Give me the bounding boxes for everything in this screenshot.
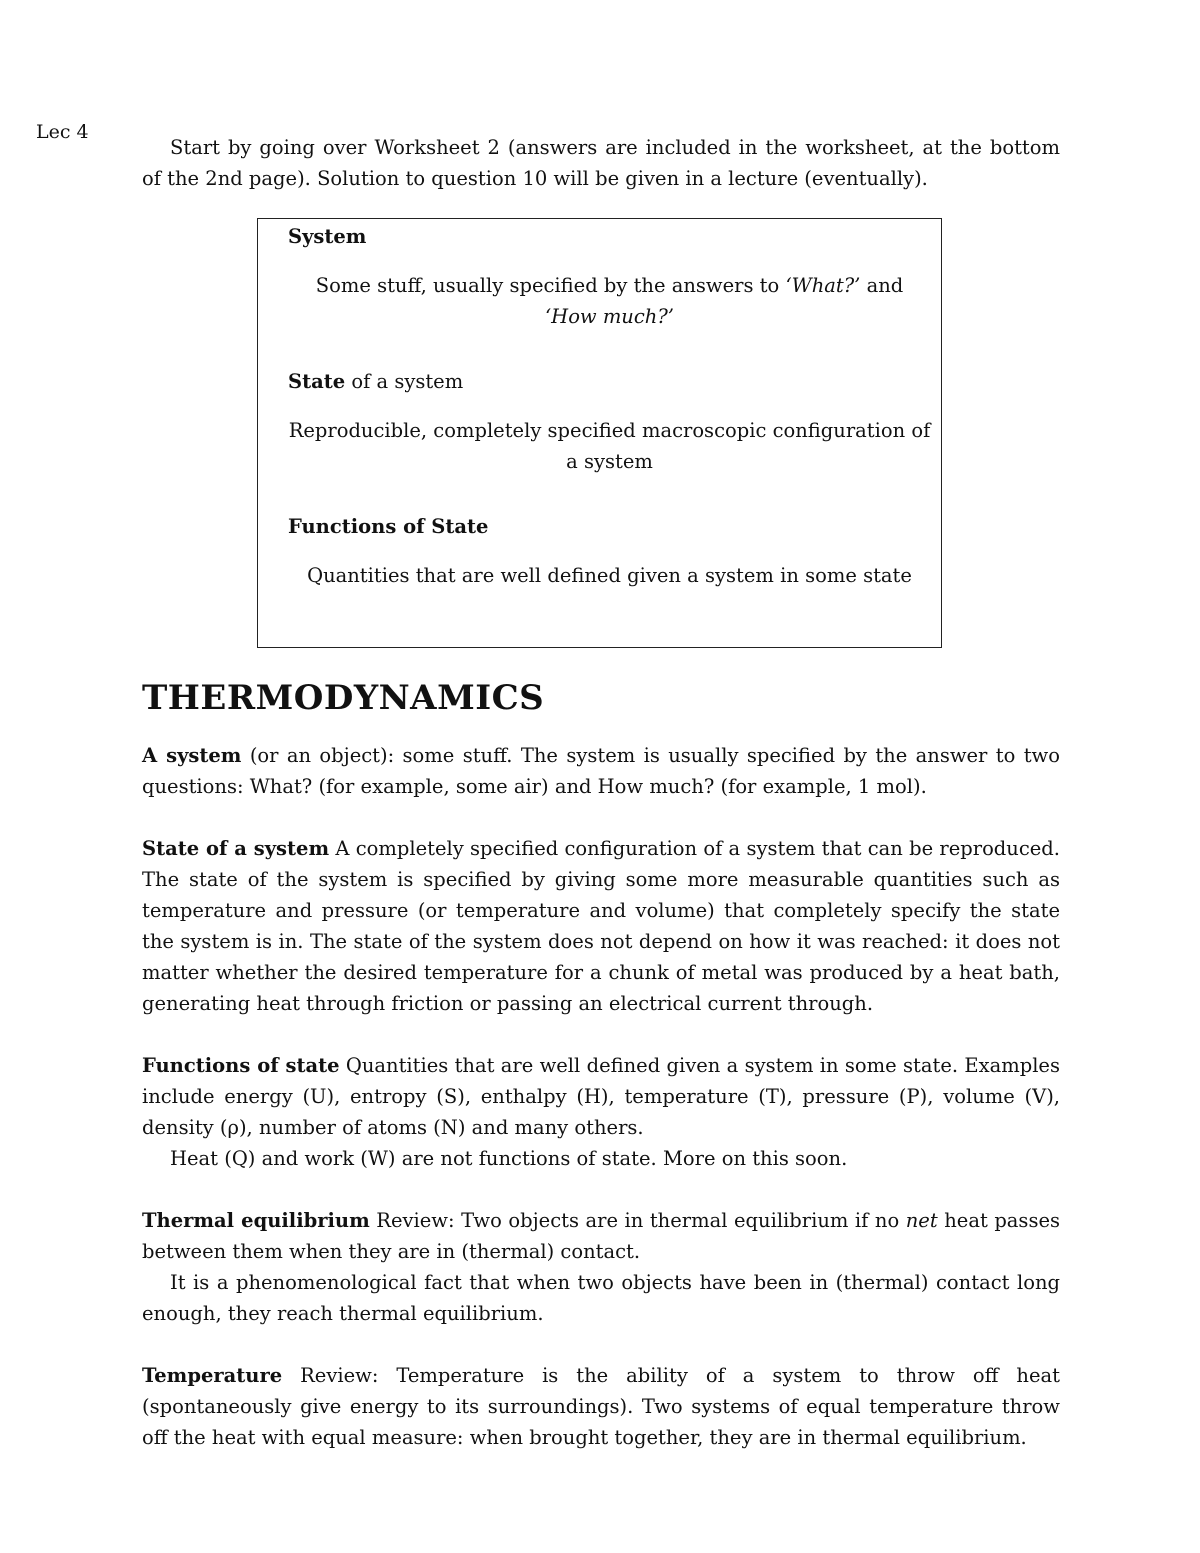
- margin-note: Lec 4: [36, 121, 89, 143]
- para-equilibrium: Thermal equilibrium Review: Two objects are in thermal equilibrium if no net heat passes between them when they are in (thermal) contact.: [142, 1209, 1060, 1263]
- para-temperature: Temperature Review: Temperature is the ability of a system to throw off heat (spontaneously give energy to its surroundings). Two systems of equal temperature throw off the heat with equal measure: when brought together, they are in thermal equilibrium.: [142, 1364, 1060, 1449]
- box-def-system-what: ‘What?’: [785, 274, 861, 297]
- para-functions: Functions of state Quantities that are well defined given a system in some state. Examples include energy (U), entropy (S), enthalpy (H), temperature (T), pressure (P), volume (V), density (ρ), number of atoms (N) and many others.: [142, 1054, 1060, 1139]
- box-def-system-howmuch: ‘How much?’: [544, 305, 675, 328]
- para-equilibrium-followup: It is a phenomenological fact that when two objects have been in (thermal) contact long enough, they reach thermal equilibrium.: [142, 1271, 1060, 1325]
- box-def-system: Some stuff, usually specified by the answers to ‘What?’ and ‘How much?’: [315, 274, 904, 328]
- definitions-box: [257, 218, 942, 648]
- para-functions-followup: Heat (Q) and work (W) are not functions of state. More on this soon.: [170, 1147, 848, 1170]
- term-system: A system: [142, 744, 242, 767]
- page-body: [142, 132, 1060, 1453]
- term-equilibrium: Thermal equilibrium: [142, 1209, 370, 1232]
- term-state: State of a system: [142, 837, 330, 860]
- box-def-functions: Quantities that are well defined given a system in some state: [307, 564, 912, 587]
- para-state: State of a system A completely specified configuration of a system that can be reproduced. The state of the system is specified by giving some more measurable quantities such as temperature and pressure (or temperature and volume) that completely specify the state the system is in. The state of the system does not depend on how it was reached: it does not matter whether the desired temperature for a chunk of metal was produced by a heat bath, generating heat through friction or passing an electrical current through.: [142, 837, 1060, 1015]
- emph-net: net: [905, 1209, 938, 1232]
- term-functions: Functions of state: [142, 1054, 340, 1077]
- box-term-functions: Functions of State: [288, 515, 489, 538]
- section-heading: THERMODYNAMICS: [142, 678, 545, 718]
- box-term-state: State of a system: [288, 370, 464, 393]
- para-system: A system (or an object): some stuff. The system is usually specified by the answer to two questions: What? (for example, some air) and How much? (for example, 1 mol).: [142, 744, 1060, 798]
- term-temperature: Temperature: [142, 1364, 283, 1387]
- box-term-system: System: [288, 225, 367, 248]
- intro-paragraph: Start by going over Worksheet 2 (answers are included in the worksheet, at the bottom of the 2nd page). Solution to question 10 will be given in a lecture (eventually).: [142, 136, 1060, 190]
- box-def-state: Reproducible, completely specified macroscopic configuration of a system: [288, 419, 931, 473]
